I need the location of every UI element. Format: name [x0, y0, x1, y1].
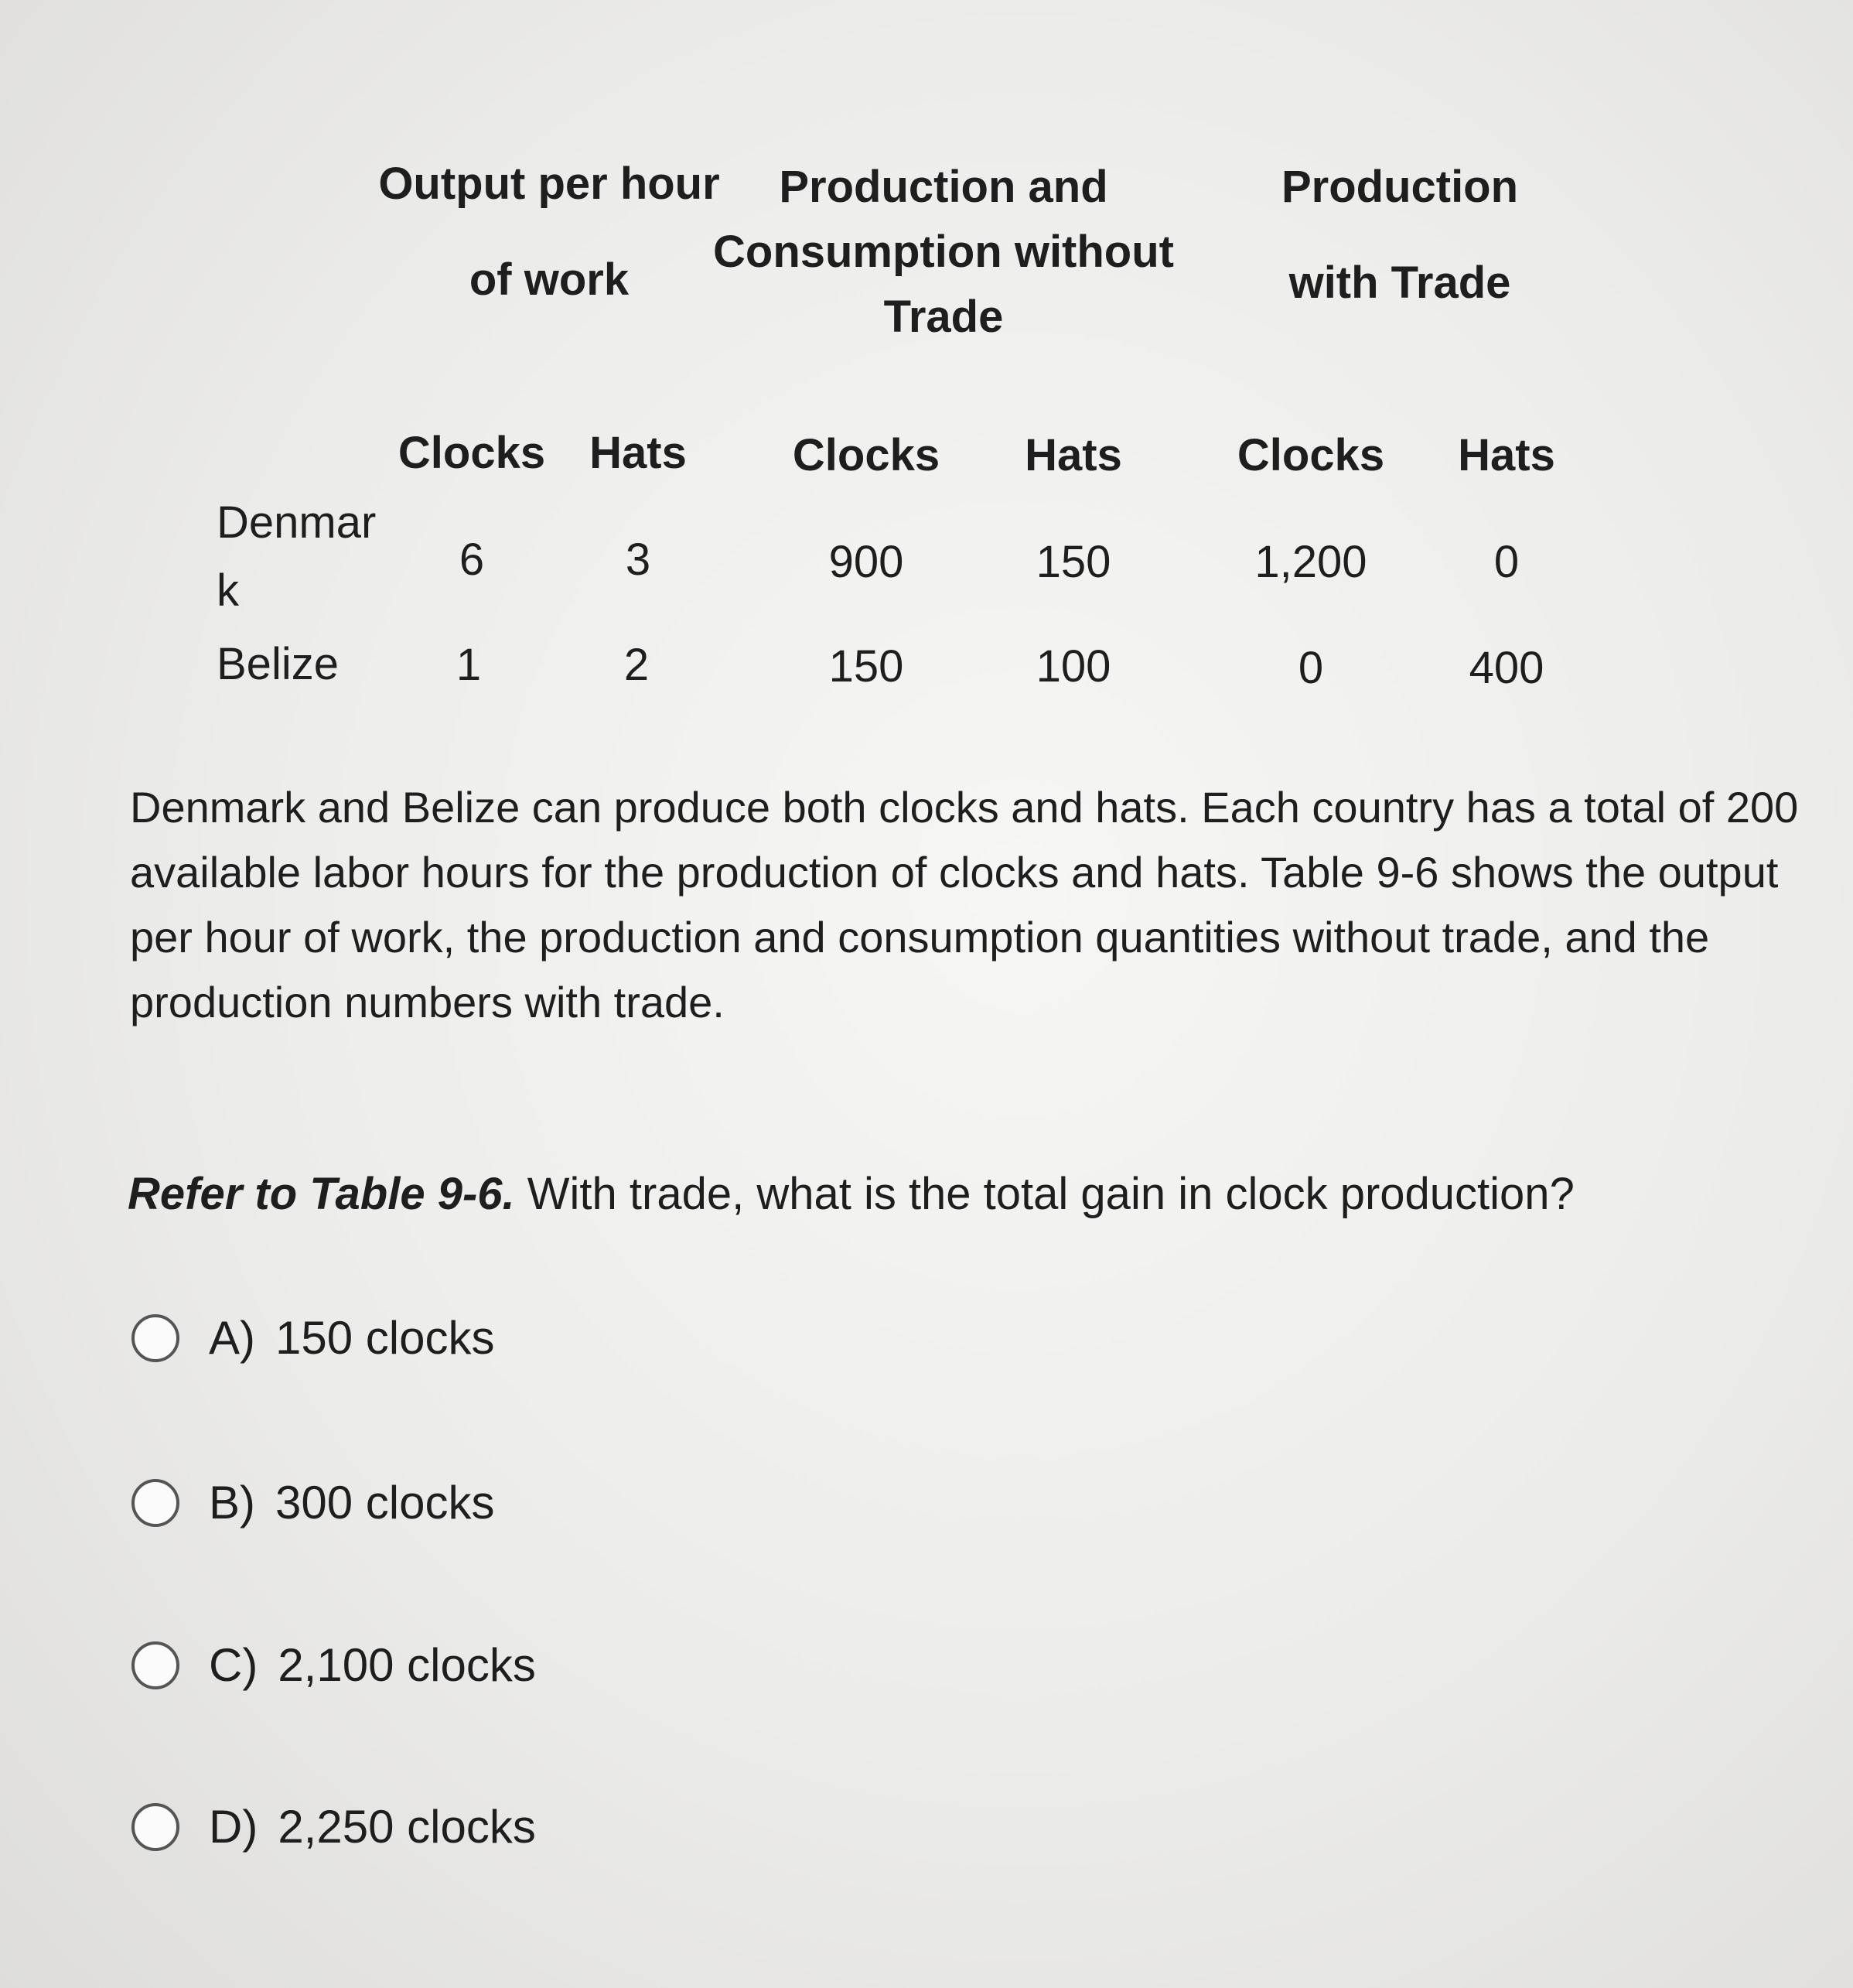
header-with-line-2: with Trade	[1288, 258, 1511, 308]
header-without-trade	[696, 155, 1191, 350]
subheader-hats-with: Hats	[1458, 430, 1555, 480]
option-a-text: 150 clocks	[275, 1312, 495, 1364]
subheader-hats-without: Hats	[1025, 430, 1122, 480]
subheader-clocks-output: Clocks	[398, 428, 546, 478]
cell-belize-hats-with: 400	[1469, 643, 1544, 693]
cell-denmark-hats-output: 3	[625, 535, 651, 585]
cell-belize-clocks-without: 150	[828, 641, 904, 692]
header-without-line-2: Consumption without	[713, 227, 1174, 277]
cell-denmark-hats-with: 0	[1493, 537, 1520, 587]
cell-belize-hats-without: 100	[1036, 641, 1111, 692]
option-a[interactable]	[131, 1311, 494, 1365]
header-with-trade	[1206, 155, 1593, 316]
cell-denmark-hats-without: 150	[1036, 537, 1111, 587]
subheader-hats-output: Hats	[589, 428, 687, 478]
subheader-clocks-with: Clocks	[1237, 430, 1385, 480]
option-c-text: 2,100 clocks	[278, 1639, 536, 1691]
radio-button-a[interactable]	[131, 1314, 179, 1362]
header-output-line-1: Output per hour	[378, 159, 720, 209]
row-label-denmark-line-2: k	[217, 565, 239, 616]
question-text	[128, 1168, 1829, 1220]
option-b-text: 300 clocks	[275, 1477, 495, 1529]
header-without-line-1: Production and	[779, 162, 1108, 212]
option-a-letter: A)	[209, 1312, 255, 1364]
row-label-denmark	[217, 489, 376, 625]
question-reference: Refer to Table 9-6.	[128, 1169, 515, 1219]
header-with-line-1: Production	[1281, 162, 1519, 212]
description-paragraph: Denmark and Belize can produce both clocks and hats. Each country has a total of 200 available labor hours for the production of clocks and hats. Table 9-6 shows the output per hour of work, the production and consumption quantities without trade, and the production numbers with trade.	[130, 783, 1799, 1026]
cell-belize-clocks-with: 0	[1298, 643, 1324, 693]
subheader-clocks-without: Clocks	[792, 430, 940, 480]
row-label-belize: Belize	[217, 639, 339, 689]
option-b-letter: B)	[209, 1477, 255, 1529]
row-label-denmark-line-1: Denmar	[217, 497, 377, 548]
option-d[interactable]	[131, 1800, 536, 1853]
cell-denmark-clocks-with: 1,200	[1254, 537, 1367, 587]
option-d-text: 2,250 clocks	[278, 1801, 536, 1853]
header-output-line-2: of work	[469, 254, 630, 305]
cell-denmark-clocks-output: 6	[459, 535, 485, 585]
radio-button-c[interactable]	[131, 1641, 179, 1689]
radio-button-d[interactable]	[131, 1803, 179, 1851]
option-d-letter: D)	[209, 1801, 258, 1853]
question-body: With trade, what is the total gain in clock production?	[514, 1169, 1575, 1219]
radio-button-b[interactable]	[131, 1479, 179, 1527]
cell-belize-hats-output: 2	[623, 640, 650, 690]
option-c[interactable]	[131, 1638, 536, 1692]
header-without-line-3: Trade	[883, 292, 1004, 342]
cell-belize-clocks-output: 1	[456, 640, 482, 690]
option-b[interactable]	[131, 1476, 494, 1529]
header-output-per-hour	[340, 152, 758, 313]
cell-denmark-clocks-without: 900	[828, 537, 904, 587]
option-c-letter: C)	[209, 1639, 258, 1691]
